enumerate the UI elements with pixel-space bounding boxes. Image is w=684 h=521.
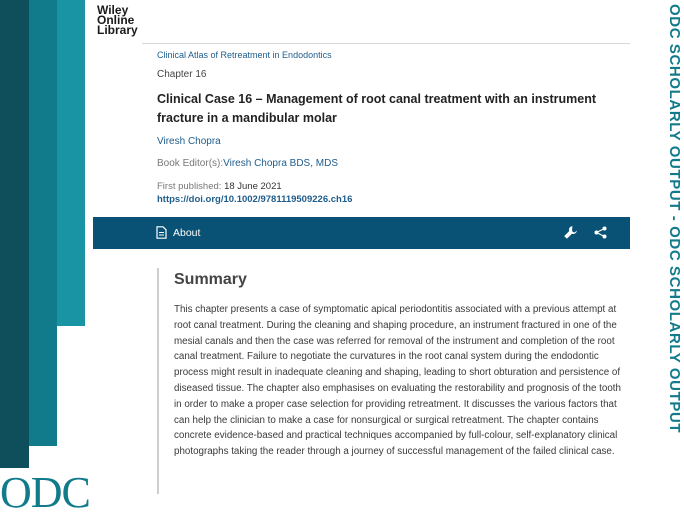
wrench-icon[interactable] bbox=[563, 225, 578, 240]
book-title-link[interactable]: Clinical Atlas of Retreatment in Endodontics bbox=[157, 50, 332, 60]
editors-label: Book Editor(s): bbox=[157, 158, 224, 169]
published-label: First published: bbox=[157, 181, 222, 192]
about-tab[interactable]: About bbox=[173, 227, 201, 239]
decor-stripe-light bbox=[57, 0, 85, 326]
decor-stripe-dark bbox=[0, 0, 29, 468]
summary-text: This chapter presents a case of symptomatic apical periodontitis associated with a previous attempt at root canal treatment. During the cleaning and shaping procedure, an instrument fractured in one of the mesial canals and then the case was referred for removal of the instrument and completion of the root canal treatment. Failure to negotiate the curvatures in the root canal system during the endodontic process might result in inadequate cleaning and shaping, leading to short obturation and persistence of diseased tissue. The chapter also emphasises on evaluating the restorability and prognosis of the tooth in order to make a proper case selection for providing retreatment. It discusses the various factors that can help the clinician to make a case for nonsurgical or surgical retreatment. The chapter contains concrete evidence-based and practical techniques accompanied by full-colour, self-explanatory clinical photographs taking the reader through a journey of successful management of the failed clinical case. bbox=[174, 304, 621, 458]
document-icon[interactable] bbox=[156, 226, 167, 239]
doi-link[interactable]: https://doi.org/10.1002/9781119509226.ch16 bbox=[157, 194, 353, 205]
author-link[interactable]: Viresh Chopra bbox=[157, 136, 221, 147]
odc-logo: ODC bbox=[0, 468, 90, 517]
decor-stripe-mid bbox=[29, 0, 57, 446]
page-title: Clinical Case 16 – Management of root canal treatment with an instrument fracture in a mandibular molar bbox=[157, 92, 596, 125]
published-date: 18 June 2021 bbox=[224, 181, 282, 192]
logo-line-1: Wiley bbox=[97, 3, 129, 17]
side-banner: ODC SCHOLARLY OUTPUT - ODC SCHOLARLY OUTPUT bbox=[666, 4, 683, 434]
article-toolbar bbox=[93, 217, 630, 249]
publication-date bbox=[157, 181, 282, 192]
book-editors bbox=[157, 158, 338, 169]
logo-line-2: Online bbox=[97, 13, 135, 27]
wiley-online-library-logo[interactable] bbox=[97, 5, 138, 35]
summary-section bbox=[157, 268, 621, 494]
summary-heading: Summary bbox=[174, 271, 247, 288]
header-divider bbox=[142, 43, 630, 44]
share-icon[interactable] bbox=[594, 226, 607, 239]
editor-link[interactable]: Viresh Chopra BDS, MDS bbox=[223, 158, 338, 169]
logo-line-3: Library bbox=[97, 23, 138, 37]
chapter-label: Chapter 16 bbox=[157, 69, 207, 80]
